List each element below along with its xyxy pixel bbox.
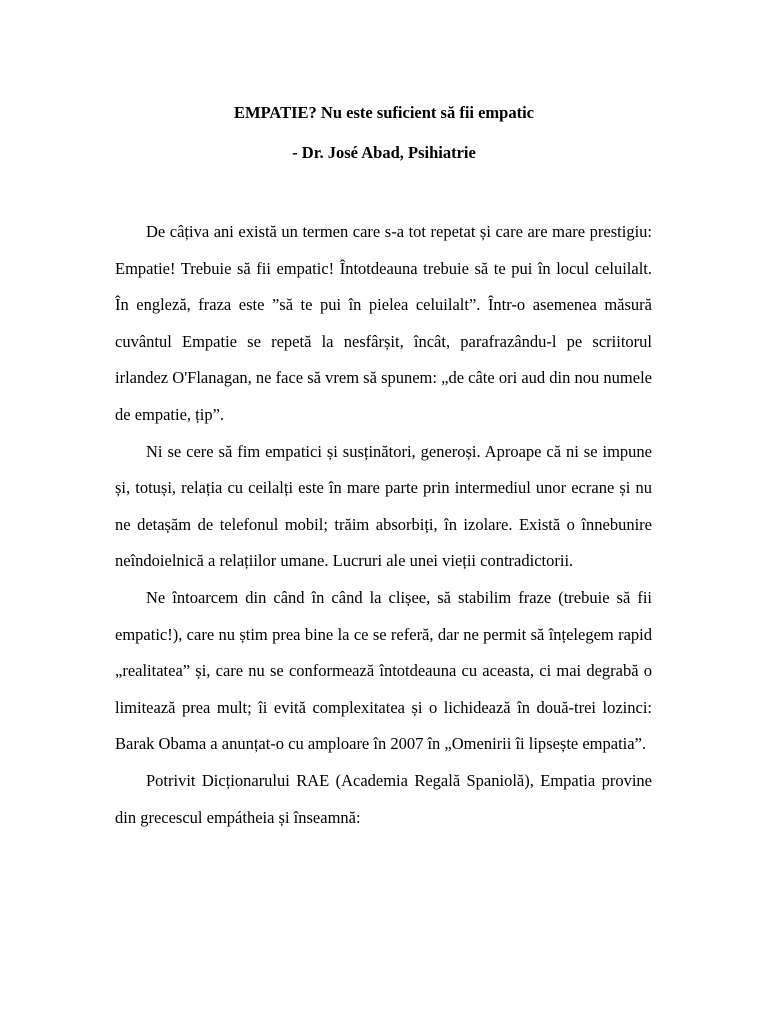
- paragraph: Ne întoarcem din când în când la clișee, să stabilim fraze (trebuie să fii empatic!), care nu știm prea bine la ce se referă, dar ne permit să înțelegem rapid „realitatea” și, care nu se conformează întotdeauna cu aceasta, ci mai degrabă o limitează prea mult; îi evită complexitatea și o lichidează în două-trei lozinci: Barak Obama a anunțat-o cu amploare în 2007 în „Omenirii îi lipsește empatia”.: [115, 587, 652, 754]
- paragraph: Potrivit Dicționarului RAE (Academia Regală Spaniolă), Empatia provine din grecescul empátheia și înseamnă:: [115, 770, 652, 827]
- document-body: [115, 214, 652, 836]
- document-subtitle: - Dr. José Abad, Psihiatrie: [292, 143, 476, 162]
- document-title: EMPATIE? Nu este suficient să fii empatic: [233, 103, 535, 122]
- paragraph: Ni se cere să fim empatici și susținători, generoși. Aproape că ni se impune și, totuși, relația cu ceilalți este în mare parte prin intermediul unor ecrane și nu ne detașăm de telefonul mobil; trăim absorbiți, în izolare. Există o înnebunire neîndoielnică a relațiilor umane. Lucruri ale unei vieții contradictorii.: [115, 441, 652, 571]
- paragraph: De câțiva ani există un termen care s-a tot repetat și care are mare prestigiu: Empatie! Trebuie să fii empatic! Întotdeauna trebuie să te pui în locul celuilalt. În engleză, fraza este ”să te pui în pielea celuilalt”. Într-o asemenea măsură cuvântul Empatie se repetă la nesfârșit, încât, parafrazându-l pe scriitorul irlandez O'Flanagan, ne face să vrem să spunem: „de câte ori aud din nou numele de empatie, țip”.: [115, 222, 652, 424]
